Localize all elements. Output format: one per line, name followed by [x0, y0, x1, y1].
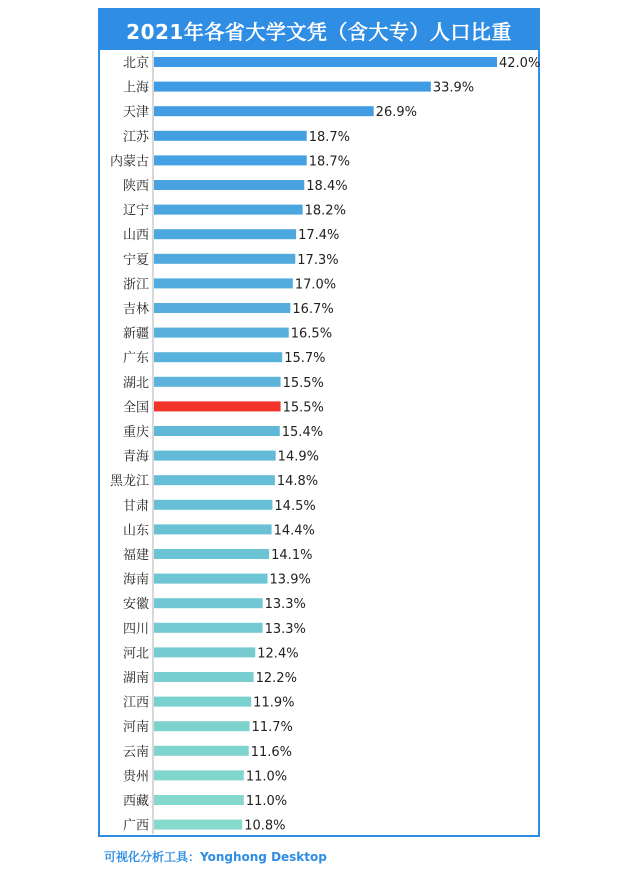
category-label: 四川 — [122, 621, 149, 637]
bar — [154, 106, 374, 116]
category-label: 上海 — [122, 80, 149, 96]
footer-credit: 可视化分析工具：Yonghong Desktop — [104, 850, 327, 864]
category-label: 青海 — [122, 449, 149, 465]
category-label: 山西 — [122, 228, 149, 244]
bar — [154, 770, 244, 780]
bar — [154, 180, 304, 190]
category-label: 天津 — [122, 105, 149, 121]
category-label: 浙江 — [122, 277, 149, 293]
category-label: 海南 — [122, 572, 149, 588]
bar — [154, 549, 269, 559]
value-label: 14.5% — [274, 498, 316, 514]
value-label: 11.0% — [245, 794, 288, 809]
bar — [154, 500, 272, 510]
value-label: 17.4% — [298, 228, 340, 244]
bar — [154, 746, 249, 756]
category-label: 广东 — [122, 351, 149, 367]
bar — [154, 352, 282, 362]
category-label: 黑龙江 — [109, 474, 149, 490]
value-label: 16.5% — [290, 326, 333, 342]
category-label: 山东 — [122, 523, 149, 539]
bar — [154, 647, 255, 657]
bar — [154, 574, 268, 584]
bar — [154, 623, 263, 633]
category-label: 湖北 — [122, 375, 149, 391]
value-label: 12.2% — [255, 671, 297, 686]
category-label: 湖南 — [122, 671, 149, 686]
bar — [154, 82, 431, 92]
value-label: 11.7% — [251, 720, 293, 736]
value-label: 15.4% — [281, 425, 324, 440]
value-label: 26.9% — [375, 105, 417, 121]
category-label: 河南 — [122, 720, 149, 736]
category-label: 陕西 — [122, 179, 149, 194]
bar — [154, 598, 263, 608]
value-label: 13.3% — [264, 597, 306, 613]
bar — [154, 401, 281, 411]
bar — [154, 229, 296, 239]
category-label: 内蒙古 — [109, 154, 149, 170]
bar — [154, 278, 293, 288]
category-label: 新疆 — [122, 326, 149, 342]
value-label: 14.4% — [273, 523, 315, 539]
value-label: 11.9% — [253, 695, 295, 711]
bar — [154, 475, 275, 485]
category-label: 辽宁 — [122, 203, 149, 219]
category-label: 吉林 — [122, 302, 149, 317]
category-label: 甘肃 — [122, 498, 149, 514]
category-label: 福建 — [122, 548, 149, 563]
bar — [154, 697, 251, 707]
bar — [154, 377, 281, 387]
category-label: 西藏 — [122, 794, 149, 809]
value-label: 15.5% — [282, 375, 324, 391]
category-label: 云南 — [122, 744, 149, 760]
category-label: 北京 — [122, 56, 149, 71]
value-label: 14.9% — [277, 449, 319, 465]
bar — [154, 721, 250, 731]
value-label: 33.9% — [432, 80, 475, 96]
value-label: 15.7% — [284, 351, 326, 367]
value-label: 14.1% — [271, 548, 313, 563]
value-label: 12.4% — [257, 646, 299, 662]
bar — [154, 131, 307, 141]
value-label: 16.7% — [292, 302, 334, 317]
bar — [154, 303, 290, 313]
value-label: 18.7% — [308, 129, 351, 145]
category-label: 宁夏 — [122, 252, 149, 268]
category-label: 江西 — [122, 695, 149, 711]
value-label: 10.8% — [244, 818, 286, 834]
bar — [154, 426, 280, 436]
category-label: 江苏 — [122, 129, 149, 145]
bar — [154, 820, 242, 830]
value-label: 11.6% — [250, 744, 293, 760]
bar — [154, 254, 295, 264]
bar — [154, 57, 497, 67]
value-label: 13.9% — [269, 572, 311, 588]
value-label: 18.4% — [306, 179, 348, 194]
bar — [154, 205, 303, 215]
value-label: 15.5% — [282, 400, 324, 416]
value-label: 18.2% — [304, 203, 346, 219]
category-label: 全国 — [122, 400, 149, 416]
value-label: 14.8% — [276, 474, 319, 490]
value-label: 17.3% — [297, 252, 339, 268]
bar — [154, 524, 272, 534]
value-label: 18.7% — [308, 154, 351, 170]
category-label: 广西 — [122, 818, 149, 834]
category-label: 河北 — [122, 646, 149, 662]
bar — [154, 155, 307, 165]
chart-title: 2021年各省大学文凭（含大专）人口比重 — [100, 10, 538, 50]
category-label: 重庆 — [122, 425, 149, 440]
category-label: 贵州 — [122, 769, 149, 785]
value-label: 42.0% — [499, 56, 541, 71]
value-label: 17.0% — [294, 277, 337, 293]
category-label: 安徽 — [122, 597, 149, 613]
bar — [154, 672, 254, 682]
value-label: 13.3% — [264, 621, 306, 637]
bar — [154, 451, 276, 461]
value-label: 11.0% — [245, 769, 288, 785]
bar — [154, 795, 244, 805]
bar — [154, 328, 289, 338]
